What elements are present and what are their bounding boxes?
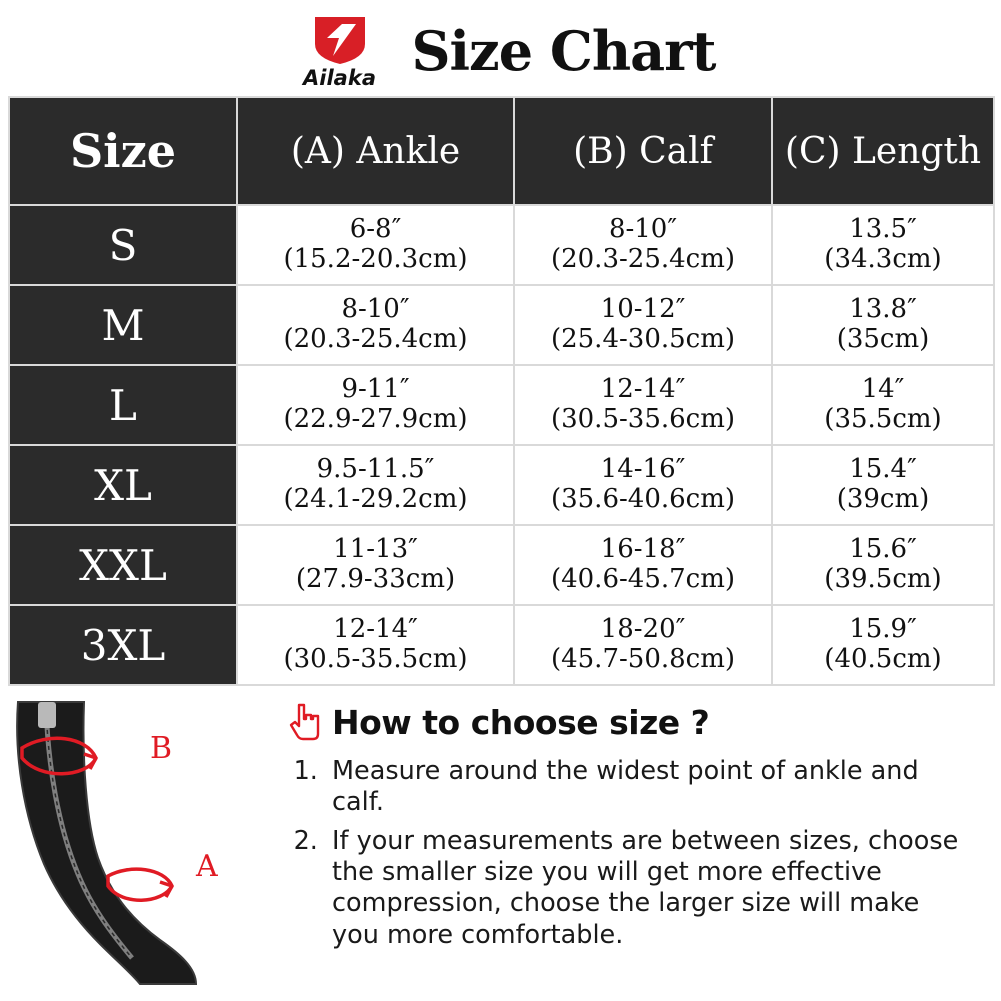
ailaka-shield-logo-icon	[309, 14, 371, 66]
cell-size: XL	[9, 445, 237, 525]
cell-length	[772, 605, 994, 685]
size-table	[8, 96, 995, 686]
howto-step: 2. If your measurements are between sizes, choose the smaller size you will get more effective compression, choose the larger size will make you more comfortable.	[326, 826, 973, 950]
cell-calf-inch: 8-10″	[608, 214, 678, 245]
brand-logo	[286, 14, 394, 89]
cell-size: 3XL	[9, 605, 237, 685]
table-row	[9, 205, 994, 285]
cell-length-inch: 13.5″	[849, 214, 917, 245]
table-row	[9, 365, 994, 445]
cell-calf-cm: (40.6-45.7cm)	[550, 564, 736, 594]
cell-ankle-cm: (27.9-33cm)	[295, 564, 456, 594]
cell-ankle-cm: (30.5-35.5cm)	[283, 644, 468, 674]
page-title: Size Chart	[411, 19, 716, 83]
cell-calf	[514, 445, 772, 525]
cell-ankle	[237, 365, 514, 445]
howto-step: 1. Measure around the widest point of ankle and calf.	[326, 756, 973, 818]
cell-size: L	[9, 365, 237, 445]
page-header	[0, 0, 1001, 96]
cell-calf	[514, 525, 772, 605]
cell-length-inch: 13.8″	[849, 294, 917, 325]
column-header-length: (C) Length	[772, 97, 994, 205]
brand-name: Ailaka	[303, 65, 376, 90]
cell-length-inch: 15.9″	[849, 614, 917, 645]
cell-ankle-cm: (20.3-25.4cm)	[283, 324, 468, 354]
table-header	[9, 97, 994, 205]
howto-steps	[288, 756, 973, 951]
cell-ankle-inch: 8-10″	[341, 294, 410, 325]
cell-length	[772, 525, 994, 605]
howto-title-row	[288, 702, 973, 742]
cell-ankle-inch: 11-13″	[333, 534, 418, 565]
table-header-row	[9, 97, 994, 205]
cell-length-inch: 15.6″	[849, 534, 917, 565]
cell-length	[772, 205, 994, 285]
cell-calf-cm: (45.7-50.8cm)	[550, 644, 736, 674]
cell-ankle-inch: 12-14″	[333, 614, 418, 645]
pointing-hand-cursor-icon	[288, 702, 322, 742]
cell-ankle-cm: (22.9-27.9cm)	[283, 404, 468, 434]
cell-ankle-cm: (24.1-29.2cm)	[283, 484, 468, 514]
cell-size: XXL	[9, 525, 237, 605]
column-header-size: Size	[9, 97, 237, 205]
cell-calf	[514, 365, 772, 445]
cell-ankle	[237, 205, 514, 285]
cell-calf-cm: (30.5-35.6cm)	[550, 404, 736, 434]
cell-length	[772, 365, 994, 445]
compression-sock-illustration-icon	[0, 696, 278, 996]
cell-calf	[514, 285, 772, 365]
cell-length-cm: (40.5cm)	[824, 644, 942, 674]
cell-size: S	[9, 205, 237, 285]
cell-calf-inch: 18-20″	[600, 614, 686, 645]
cell-ankle	[237, 525, 514, 605]
cell-calf-inch: 12-14″	[600, 374, 686, 405]
table-row	[9, 525, 994, 605]
cell-calf-cm: (35.6-40.6cm)	[550, 484, 736, 514]
table-row	[9, 445, 994, 525]
table-row	[9, 605, 994, 685]
cell-ankle-inch: 6-8″	[349, 214, 402, 245]
cell-calf-inch: 16-18″	[600, 534, 686, 565]
cell-length-cm: (35.5cm)	[824, 404, 942, 434]
cell-calf	[514, 605, 772, 685]
cell-calf-inch: 10-12″	[600, 294, 686, 325]
cell-length-inch: 15.4″	[849, 454, 917, 485]
howto-title: How to choose size ?	[332, 702, 710, 742]
cell-length	[772, 445, 994, 525]
cell-length-cm: (34.3cm)	[824, 244, 942, 274]
cell-length	[772, 285, 994, 365]
howto-panel	[278, 696, 1001, 996]
cell-length-cm: (35cm)	[836, 324, 930, 354]
label-a: A	[196, 849, 218, 884]
cell-ankle	[237, 605, 514, 685]
cell-ankle-inch: 9-11″	[341, 374, 410, 405]
cell-length-inch: 14″	[861, 374, 905, 405]
size-table-wrap	[0, 96, 1001, 686]
table-row	[9, 285, 994, 365]
cell-calf-cm: (20.3-25.4cm)	[550, 244, 736, 274]
cell-calf-inch: 14-16″	[600, 454, 686, 485]
cell-size: M	[9, 285, 237, 365]
cell-ankle-cm: (15.2-20.3cm)	[283, 244, 468, 274]
cell-length-cm: (39cm)	[836, 484, 930, 514]
bottom-section	[0, 696, 1001, 996]
column-header-ankle: (A) Ankle	[237, 97, 514, 205]
cell-calf-cm: (25.4-30.5cm)	[550, 324, 736, 354]
table-body	[9, 205, 994, 685]
cell-ankle	[237, 445, 514, 525]
cell-ankle	[237, 285, 514, 365]
cell-ankle-inch: 9.5-11.5″	[316, 454, 435, 485]
column-header-calf: (B) Calf	[514, 97, 772, 205]
cell-calf	[514, 205, 772, 285]
sock-diagram	[0, 696, 278, 996]
cell-length-cm: (39.5cm)	[824, 564, 942, 594]
label-b: B	[150, 731, 173, 766]
